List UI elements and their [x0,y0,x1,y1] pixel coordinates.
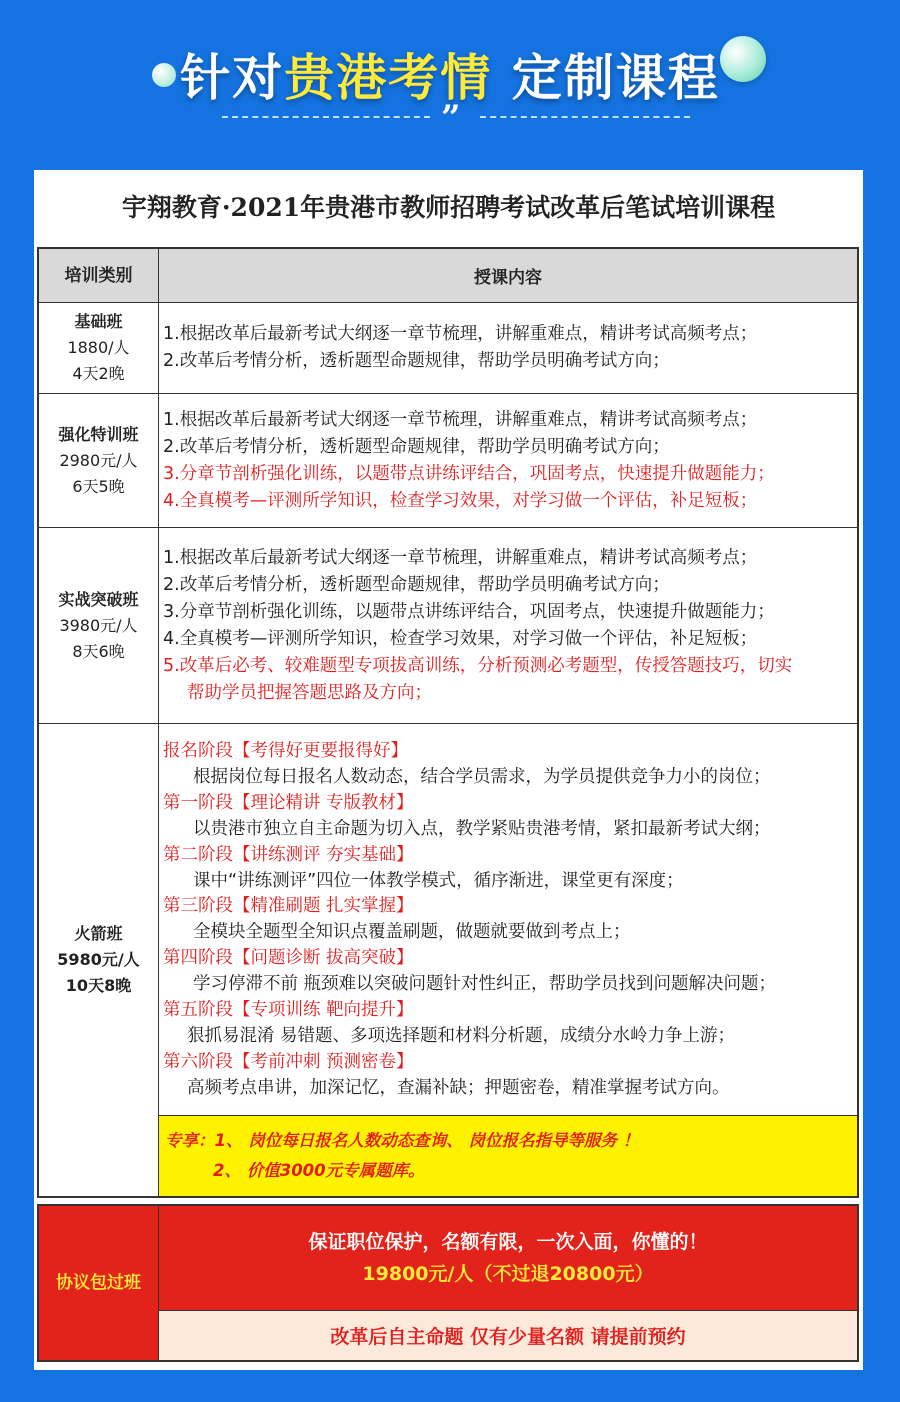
stage-desc: 高频考点串讲，加深记忆，查漏补缺；押题密卷，精准掌握考试方向。 [187,1077,730,1098]
quote-mark-icon: ” [441,98,461,138]
content-line: 2.改革后考情分析，透析题型命题规律，帮助学员明确考试方向； [163,574,670,595]
stage-title: 第二阶段【讲练测评 夯实基础】 [163,844,414,865]
class-price: 1880/人 [67,338,130,357]
stage-desc: 以贵港市独立自主命题为切入点，教学紧贴贵港考情，紧扣最新考试大纲； [193,818,771,839]
header-content: 授课内容 [474,268,542,288]
stage-desc: 狠抓易混淆 易错题、多项选择题和材料分析题，成绩分水岭力争上游； [187,1025,736,1046]
guarantee-price: 19800元/人（不过退20800元） [362,1263,654,1285]
table-row-intensive [39,394,857,528]
dashed-divider-right [480,116,690,118]
stage-desc: 全模块全题型全知识点覆盖刷题，做题就要做到考点上； [193,922,631,943]
row-category [39,394,159,527]
row-category [39,303,159,393]
class-duration: 8天6晚 [72,641,125,661]
class-price: 5980元/人 [57,950,140,969]
course-table [37,247,859,1198]
content-line: 1.根据改革后最新考试大纲逐一章节梳理，讲解重难点，精讲考试高频考点； [163,324,758,344]
row-category [39,528,159,723]
class-name: 基础班 [74,312,123,331]
row-content [159,528,857,723]
class-duration: 10天8晚 [65,976,132,995]
row-content [159,303,857,393]
title-highlight: 贵港考情 [284,49,493,107]
content-line: 2.改革后考情分析，透析题型命题规律，帮助学员明确考试方向； [163,436,670,457]
row-content [159,394,857,527]
row-content [159,724,857,1196]
table-row-rocket [39,724,857,1196]
stage-desc: 根据岗位每日报名人数动态，结合学员需求，为学员提供竞争力小的岗位； [193,766,771,787]
guarantee-notice: 改革后自主命题 仅有少量名额 请提前预约 [159,1311,857,1360]
table-row-basic [39,303,857,394]
page-header [0,0,900,170]
stage-desc: 课中“讲练测评”四位一体教学模式，循序渐进，课堂更有深度； [193,870,684,891]
class-duration: 4天2晚 [72,364,125,383]
class-price: 2980元/人 [59,450,138,470]
stage-title: 第三阶段【精准刷题 扎实掌握】 [163,896,414,917]
guarantee-content [159,1206,857,1360]
content-line-highlight: 帮助学员把握答题思路及方向； [187,682,432,703]
guarantee-category: 协议包过班 [39,1206,159,1360]
table-header-row [39,249,857,303]
class-name: 实战突破班 [58,589,139,609]
guarantee-table [37,1204,859,1362]
class-name: 强化特训班 [58,424,139,444]
header-category: 培训类别 [39,249,159,302]
content-line: 1.根据改革后最新考试大纲逐一章节梳理，讲解重难点，精讲考试高频考点； [163,547,758,568]
guarantee-line1: 保证职位保护，名额有限，一次入面，你懂的！ [308,1231,708,1253]
stage-title: 第六阶段【考前冲刺 预测密卷】 [163,1051,414,1072]
stage-title: 第五阶段【专项训练 靶向提升】 [163,1000,414,1021]
content-line: 4.全真模考—评测所学知识，检查学习效果，对学习做一个评估，补足短板； [163,628,758,649]
stage-desc: 学习停滞不前 瓶颈难以突破问题针对性纠正，帮助学员找到问题解决问题； [193,974,777,995]
exclusive-line: 2、 价值3000元专属题库。 [213,1161,425,1180]
content-line: 1.根据改革后最新考试大纲逐一章节梳理，讲解重难点，精讲考试高频考点； [163,409,758,430]
stage-title: 第四阶段【问题诊断 拔高突破】 [163,948,414,969]
row-category [39,724,159,1196]
content-line-highlight: 5.改革后必考、较难题型专项拔高训练，分析预测必考题型，传授答题技巧，切实 [163,655,793,676]
title-part1: 针对 [180,49,285,107]
card-title: 宇翔教育·2021年贵港市教师招聘考试改革后笔试培训课程 [121,193,776,222]
exclusive-line: 专享：1、 岗位每日报名人数动态查询、 岗位报名指导等服务 ！ [165,1131,640,1150]
content-line-highlight: 3.分章节剖析强化训练，以题带点讲练评结合，巩固考点，快速提升做题能力； [163,463,775,484]
stage-title: 第一阶段【理论精讲 专版教材】 [163,792,414,813]
guarantee-offer [159,1206,857,1311]
stage-title: 报名阶段【考得好更要报得好】 [163,741,408,761]
content-line: 2.改革后考情分析，透析题型命题规律，帮助学员明确考试方向； [163,351,670,371]
class-name: 火箭班 [74,924,123,943]
content-line-highlight: 4.全真模考—评测所学知识，检查学习效果，对学习做一个评估，补足短板； [163,490,758,511]
title-part2: 定制课程 [492,49,720,107]
exclusive-benefits [159,1115,857,1196]
table-row-breakthrough [39,528,857,724]
class-duration: 6天5晚 [72,476,125,496]
stage-list [159,724,857,1106]
dashed-divider-left [222,116,430,118]
content-line: 3.分章节剖析强化训练，以题带点讲练评结合，巩固考点，快速提升做题能力； [163,601,775,622]
class-price: 3980元/人 [59,615,138,635]
